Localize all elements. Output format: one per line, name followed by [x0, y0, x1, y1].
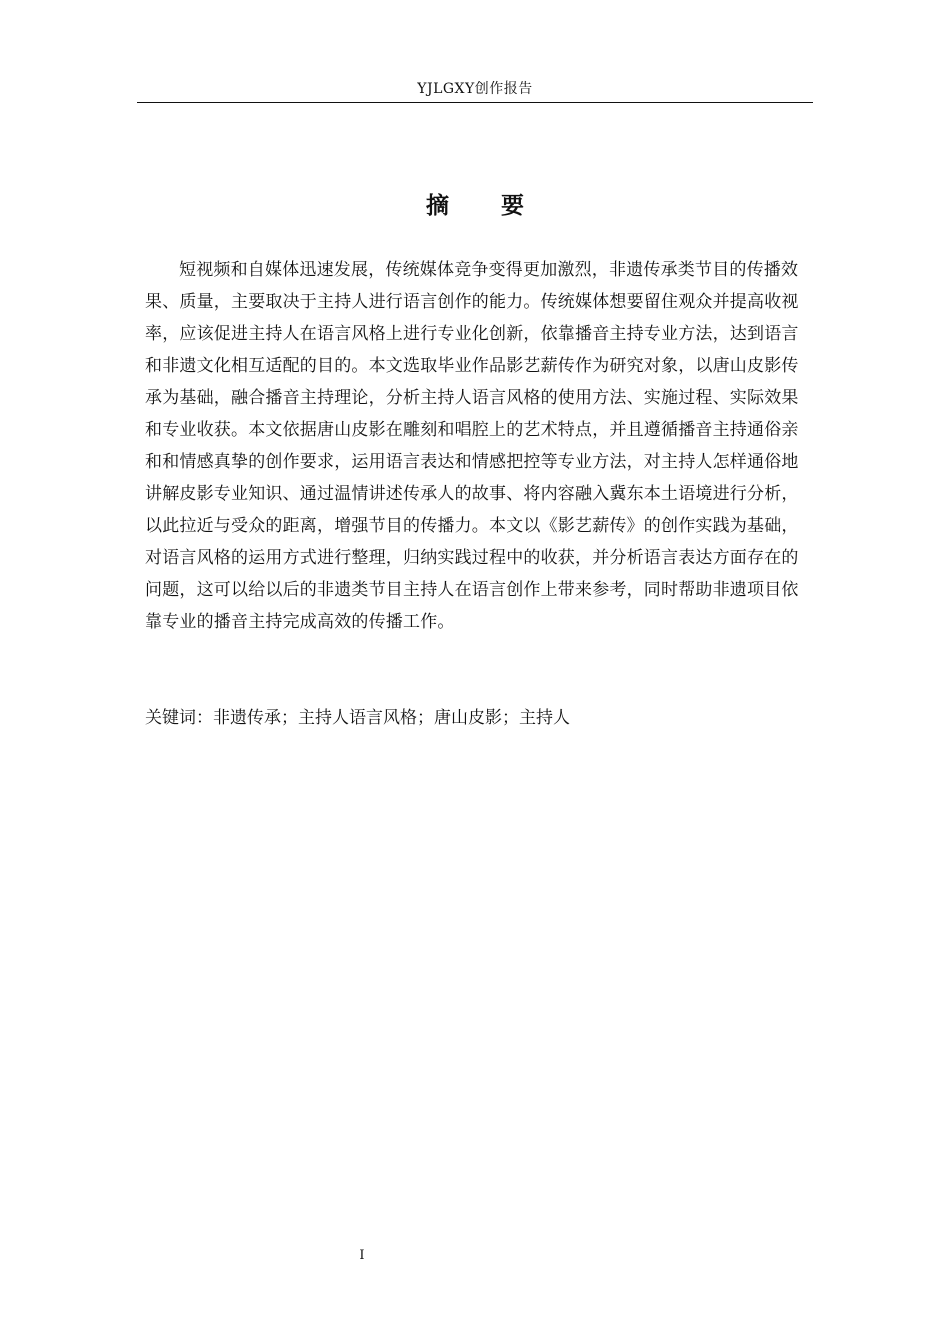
keywords-line: 关键词：非遗传承；主持人语言风格；唐山皮影；主持人: [145, 708, 570, 728]
abstract-title: 摘 要: [425, 193, 546, 219]
page-number: I: [359, 1248, 365, 1263]
page-header: YJLGXY创作报告: [417, 81, 533, 97]
header-divider: [137, 102, 813, 103]
abstract-body: 短视频和自媒体迅速发展，传统媒体竞争变得更加激烈，非遗传承类节目的传播效果、质量，主要取决于主持人进行语言创作的能力。传统媒体想要留住观众并提高收视率，应该促进主持人在语言风格上进行专业化创新，依靠播音主持专业方法，达到语言和非遗文化相互适配的目的。本文选取毕业作品影艺薪传作为研究对象，以唐山皮影传承为基础，融合播音主持理论，分析主持人语言风格的使用方法、实施过程、实际效果和专业收获。本文依据唐山皮影在雕刻和唱腔上的艺术特点，并且遵循播音主持通俗亲和和情感真挚的创作要求，运用语言表达和情感把控等专业方法，对主持人怎样通俗地讲解皮影专业知识、通过温情讲述传承人的故事、将内容融入冀东本土语境进行分析，以此拉近与受众的距离，增强节目的传播力。本文以《影艺薪传》的创作实践为基础，对语言风格的运用方式进行整理，归纳实践过程中的收获，并分析语言表达方面存在的问题，这可以给以后的非遗类节目主持人在语言创作上带来参考，同时帮助非遗项目依靠专业的播音主持完成高效的传播工作。: [145, 260, 799, 632]
